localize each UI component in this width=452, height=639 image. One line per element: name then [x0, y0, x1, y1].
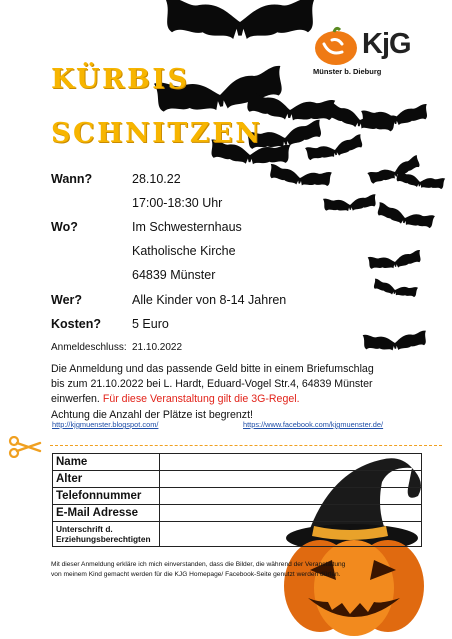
who-label: Wer?	[51, 293, 83, 307]
event-date: 28.10.22	[132, 172, 181, 186]
phone-label: Telefonnummer	[53, 488, 160, 505]
cut-line	[50, 445, 442, 446]
consent-line1: Mit dieser Anmeldung erkläre ich mich einverstanden, dass die Bilder, die während der Veranstaltung	[51, 561, 346, 568]
instructions-line3-a: einwerfen.	[51, 393, 100, 406]
event-time: 17:00-18:30 Uhr	[132, 196, 223, 210]
name-label: Name	[53, 454, 160, 471]
instructions	[51, 362, 421, 423]
where-label: Wo?	[51, 220, 78, 234]
blog-link[interactable]: http://kjgmuenster.blogspot.com/	[52, 420, 159, 429]
title-line1: KÜRBIS	[51, 64, 190, 95]
table-row	[53, 454, 422, 471]
bat-icon	[368, 250, 422, 272]
table-row	[53, 505, 422, 522]
bat-icon	[323, 194, 377, 213]
place-line1: Im Schwesternhaus	[132, 220, 242, 234]
age-label: Alter	[53, 471, 160, 488]
signature-label-line2: Erziehungsberechtigten	[56, 534, 151, 544]
logo-location: Münster b. Dieburg	[313, 67, 382, 76]
bat-icon	[269, 164, 332, 189]
place-line2: Katholische Kirche	[132, 244, 236, 258]
instructions-line3	[51, 392, 421, 407]
bat-icon	[363, 331, 427, 353]
bat-icon	[395, 170, 445, 192]
bat-icon	[305, 134, 364, 163]
instructions-line1: Die Anmeldung und das passende Geld bitte in einem Briefumschlag	[51, 363, 374, 375]
cost-label: Kosten?	[51, 317, 101, 331]
registration-form	[52, 453, 422, 547]
cost-value: 5 Euro	[132, 317, 169, 331]
when-label: Wann?	[51, 172, 93, 186]
who-value: Alle Kinder von 8-14 Jahren	[132, 293, 287, 307]
bat-icon	[376, 202, 435, 231]
table-row	[53, 471, 422, 488]
bat-icon	[372, 278, 418, 299]
age-field[interactable]	[160, 471, 422, 488]
photo-consent	[51, 560, 396, 580]
title-line2: SCHNITZEN	[51, 118, 263, 149]
email-field[interactable]	[160, 505, 422, 522]
name-field[interactable]	[160, 454, 422, 471]
logo-text: KjG	[362, 28, 411, 60]
table-row	[53, 488, 422, 505]
signature-label	[53, 522, 160, 547]
scissors-icon	[8, 436, 42, 458]
instructions-line4: Achtung die Anzahl der Plätze ist begrenzt!	[51, 408, 253, 421]
instructions-line2: bis zum 21.10.2022 bei L. Hardt, Eduard-Vogel Str.4, 64839 Münster	[51, 378, 373, 391]
signature-field[interactable]	[160, 522, 422, 547]
3g-rule-notice: Für diese Veranstaltung gilt die 3G-Regel.	[102, 393, 300, 406]
signature-label-line1: Unterschrift d.	[56, 523, 113, 534]
email-label: E-Mail Adresse	[53, 505, 160, 522]
deadline-value: 21.10.2022	[132, 342, 183, 353]
place-line3: 64839 Münster	[132, 268, 216, 282]
consent-line2: von meinem Kind gemacht werden für die KJG Homepage/ Facebook-Seite genutzt werden dürfen.	[51, 571, 341, 578]
deadline-label: Anmeldeschluss:	[51, 342, 127, 353]
facebook-link[interactable]: https://www.facebook.com/kjgmuenster.de/	[243, 420, 384, 429]
table-row	[53, 522, 422, 547]
bat-icon	[165, 0, 315, 39]
kjg-logo-icon	[312, 26, 360, 66]
phone-field[interactable]	[160, 488, 422, 505]
